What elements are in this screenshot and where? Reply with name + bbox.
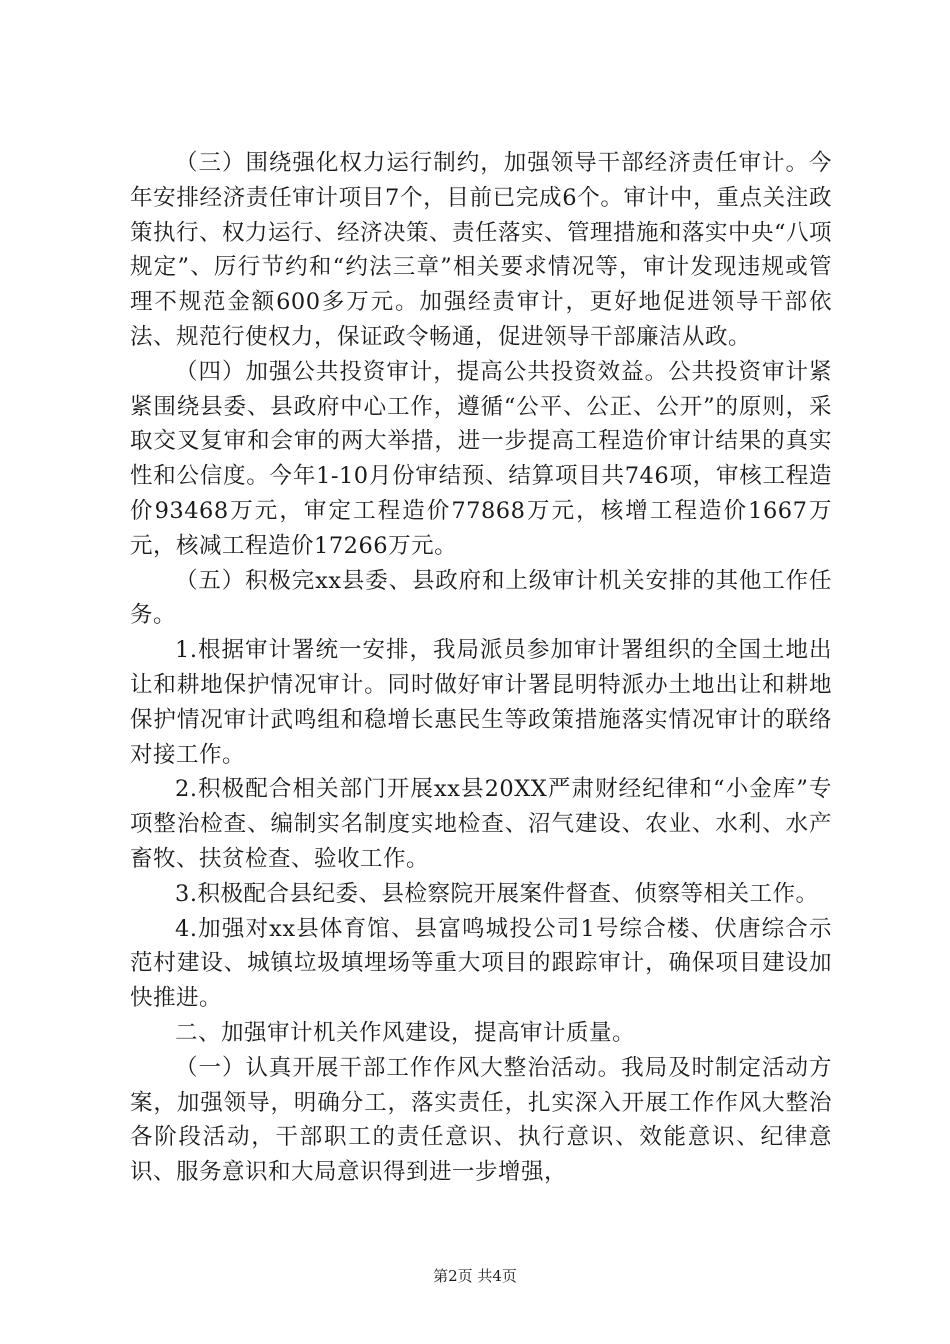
list-item-3: 3.积极配合县纪委、县检察院开展案件督查、侦察等相关工作。: [175, 880, 819, 907]
list-item-1: 1.根据审计署统一安排，我局派员参加审计署组织的全国土地出让和耕地保护情况审计。同时做好审计署昆明特派办土地出让和耕地保护情况审计武鸣组和稳增长惠民生等政策措施落实情况审计的联络对接工作。: [130, 637, 832, 768]
document-body: [130, 146, 832, 1190]
list-item-4: 4.加强对xx县体育馆、县富鸣城投公司1号综合楼、伏唐综合示范村建设、城镇垃圾填埋场等重大项目的跟踪审计，确保项目建设加快推进。: [130, 915, 832, 1012]
paragraph-3-economic-responsibility-audit: （三）围绕强化权力运行制约，加强领导干部经济责任审计。今年安排经济责任审计项目7个，目前已完成6个。审计中，重点关注政策执行、权力运行、经济决策、责任落实、管理措施和落实中央“八项规定”、厉行节约和“约法三章”相关要求情况等，审计发现违规或管理不规范金额600多万元。加强经责审计，更好地促进领导干部依法、规范行使权力，保证政令畅通，促进领导干部廉洁从政。: [130, 150, 833, 350]
paragraph-5-other-tasks: （五）积极完xx县委、县政府和上级审计机关安排的其他工作任务。: [130, 567, 832, 629]
section-heading-2: 二、加强审计机关作风建设，提高审计质量。: [175, 1019, 636, 1046]
paragraph-4-public-investment-audit: （四）加强公共投资审计，提高公共投资效益。公共投资审计紧紧围绕县委、县政府中心工作，遵循“公平、公正、公开”的原则，采取交叉复审和会审的两大举措，进一步提高工程造价审计结果的真实性和公信度。今年1-10月份审结预、结算项目共746项，审核工程造价93468万元，审定工程造价77868万元，核增工程造价1667万元，核减工程造价17266万元。: [130, 358, 832, 559]
page-number-footer: 第2页 共4页: [433, 1267, 517, 1285]
list-item-2: 2.积极配合相关部门开展xx县20XX严肃财经纪律和“小金库”专项整治检查、编制实名制度实地检查、沼气建设、农业、水利、水产畜牧、扶贫检查、验收工作。: [130, 776, 832, 872]
paragraph-work-style-rectification: （一）认真开展干部工作作风大整治活动。我局及时制定活动方案，加强领导，明确分工，落实责任，扎实深入开展工作作风大整治各阶段活动，干部职工的责任意识、执行意识、效能意识、纪律意识、服务意识和大局意识得到进一步增强，: [130, 1054, 832, 1186]
